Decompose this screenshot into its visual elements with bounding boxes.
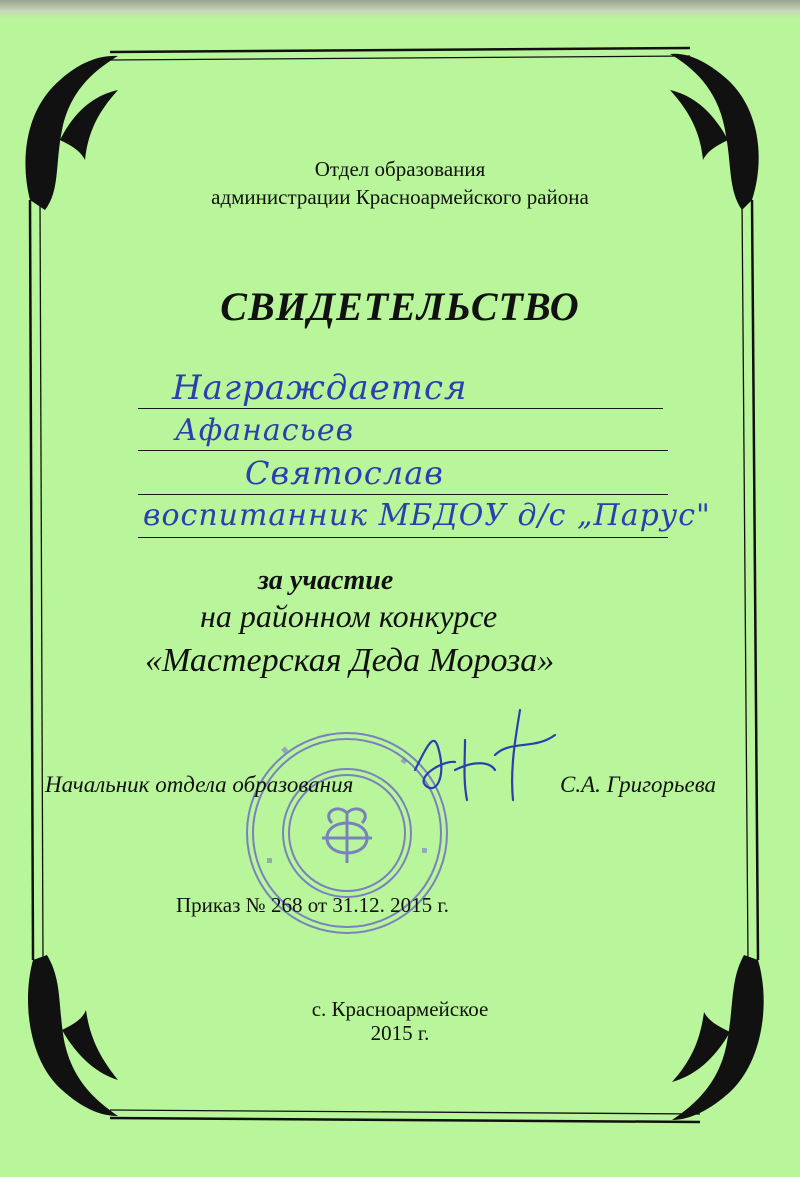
reason-line-3: «Мастерская Деда Мороза» bbox=[145, 642, 555, 679]
reason-line-1: за участие bbox=[258, 565, 394, 596]
handwritten-surname: Афанасьев bbox=[175, 413, 355, 448]
underline-4 bbox=[138, 537, 668, 538]
footer-year: 2015 г. bbox=[370, 1021, 430, 1045]
underline-3 bbox=[138, 494, 668, 495]
reason-line-2: на районном конкурсе bbox=[200, 598, 498, 634]
document-title: СВИДЕТЕЛЬСТВО bbox=[220, 284, 580, 329]
corner-ornaments bbox=[25, 54, 763, 1120]
header-line-1: Отдел образования bbox=[314, 157, 486, 181]
frame-bottom-line bbox=[110, 1118, 700, 1122]
footer-place: с. Красноармейское bbox=[311, 997, 489, 1021]
frame-top-line-inner bbox=[110, 56, 690, 60]
handwritten-name: Святослав bbox=[245, 454, 444, 492]
header-line-2: администрации Красноармейского района bbox=[211, 185, 589, 209]
stamp-emblem bbox=[322, 809, 372, 863]
handwritten-awarded: Награждается bbox=[172, 368, 468, 408]
signature-position: Начальник отдела образования bbox=[45, 772, 354, 797]
handwritten-role: воспитанник МБДОУ д/с „Парус" bbox=[143, 498, 711, 533]
underline-1 bbox=[138, 408, 663, 409]
frame-bottom-line-inner bbox=[110, 1110, 700, 1114]
underline-2 bbox=[138, 450, 668, 451]
signature-scribble bbox=[395, 700, 575, 810]
order-text: Приказ № 268 от 31.12. 2015 г. bbox=[176, 893, 449, 917]
signature-name: С.А. Григорьева bbox=[560, 772, 717, 797]
frame-top-line bbox=[110, 48, 690, 52]
